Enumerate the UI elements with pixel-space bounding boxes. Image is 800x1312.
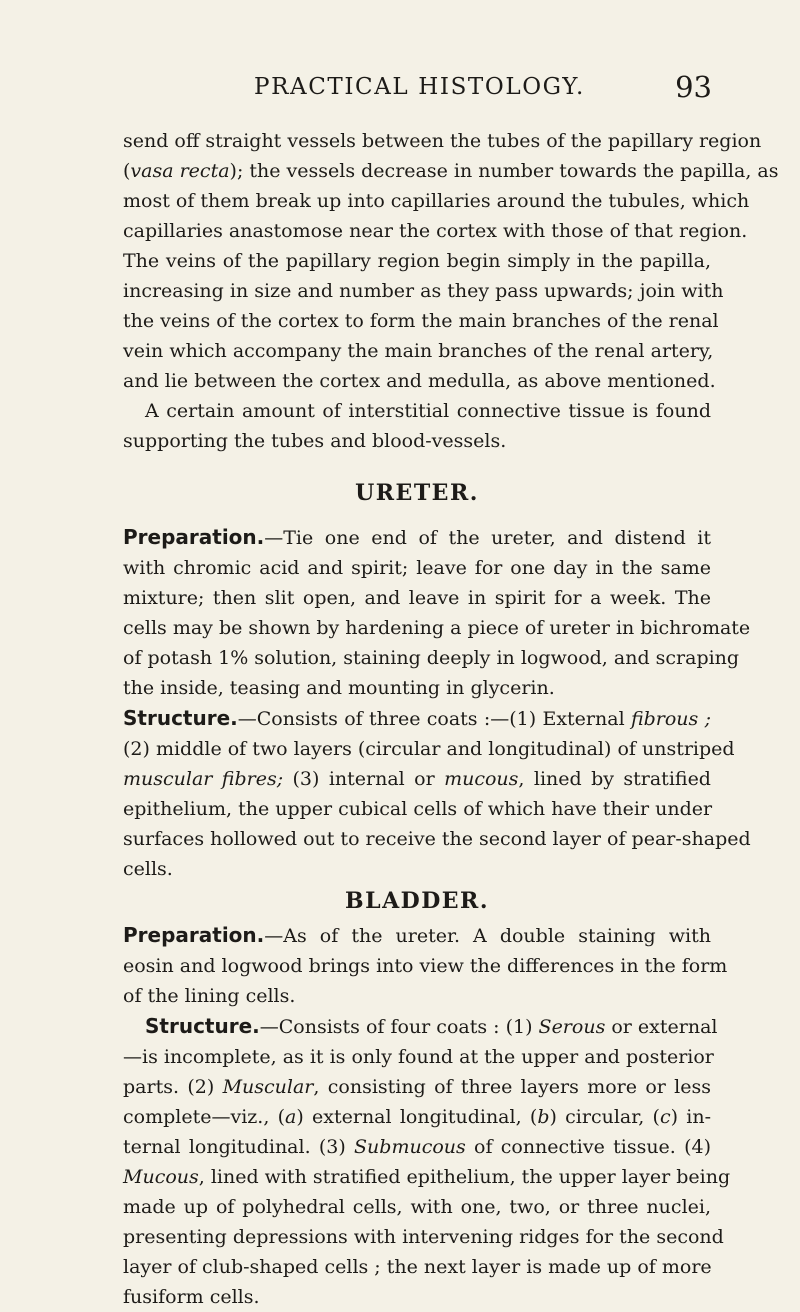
italic-term: Muscular [222,1076,314,1098]
text-run: , lined by stratified [518,768,711,790]
text-line: The veins of the papillary region begin simply in the papilla, [123,250,711,272]
text-line: (2) middle of two layers (circular and longitudinal) of unstriped [123,738,735,760]
text-run: ) external longitudinal, ( [296,1106,538,1128]
text-line: the veins of the cortex to form the main branches of the renal [123,310,719,332]
italic-term: a [285,1106,297,1128]
text-line: increasing in size and number as they pass upwards; join with [123,280,724,302]
text-line: most of them break up into capillaries around the tubules, which [123,190,750,212]
text-run: —Tie one end of the ureter, and distend it [264,527,711,549]
text-run: —Consists of three coats :—(1) External [237,708,631,730]
text-line: eosin and logwood brings into view the differences in the form [123,955,728,977]
paragraph-vessels [123,126,779,396]
text-line [123,1072,711,1102]
text-line [123,156,779,186]
section-heading-bladder: BLADDER. [345,888,489,914]
text-line: capillaries anastomose near the cortex with those of that region. [123,220,748,242]
text-line: and lie between the cortex and medulla, as above mentioned. [123,370,716,392]
text-line: send off straight vessels between the tubes of the papillary region [123,130,762,152]
text-run: (3) internal or [283,768,445,790]
text-run: or external [605,1016,718,1038]
running-title: PRACTICAL HISTOLOGY. [254,74,585,100]
italic-term: Submucous [354,1136,466,1158]
italic-term: muscular fibres; [123,768,284,790]
run-in-heading: Preparation. [123,525,265,549]
text-line: supporting the tubes and blood-vessels. [123,430,507,452]
text-run: ( [123,160,131,182]
text-run: ) circular, ( [549,1106,660,1128]
text-line: mixture; then slit open, and leave in spirit for a week. The [123,587,711,609]
text-line: of potash 1% solution, staining deeply in logwood, and scraping [123,647,740,669]
text-line: with chromic acid and spirit; leave for one day in the same [123,557,711,579]
text-run: parts. (2) [123,1076,223,1098]
text-run: ternal longitudinal. (3) [123,1136,355,1158]
text-line [123,920,711,951]
page-number: 93 [675,70,712,104]
paragraph-bladder-preparation [123,920,728,1011]
text-line: fusiform cells. [123,1286,260,1308]
italic-term: b [537,1106,550,1128]
run-in-heading: Preparation. [123,923,265,947]
text-line: A certain amount of interstitial connective tissue is found [145,400,711,422]
italic-term: vasa recta [130,160,230,182]
italic-term: Serous [538,1016,606,1038]
text-run: complete—viz., ( [123,1106,286,1128]
text-run: ); the vessels decrease in number towards the papilla, as [229,160,779,182]
body-text [123,126,779,1312]
text-run: —As of the ureter. A double staining with [264,925,711,947]
text-line [123,1102,711,1132]
paragraph-ureter-preparation [123,522,751,703]
text-line: presenting depressions with intervening ridges for the second [123,1226,724,1248]
paragraph-connective-tissue [123,396,711,456]
text-line: cells may be shown by hardening a piece of ureter in bichromate [123,617,751,639]
text-line [123,522,711,553]
text-line: epithelium, the upper cubical cells of which have their under [123,798,713,820]
running-header [0,70,800,110]
italic-term: mucous [444,768,519,790]
text-line [123,703,711,734]
text-line [123,1011,718,1042]
text-line [123,1162,731,1192]
text-line: surfaces hollowed out to receive the second layer of pear-shaped [123,828,751,850]
text-line: vein which accompany the main branches of the renal artery, [123,340,714,362]
text-run: —Consists of four coats : (1) [259,1016,539,1038]
run-in-heading: Structure. [123,706,238,730]
text-line [123,764,711,794]
text-run: of connective tissue. (4) [465,1136,711,1158]
italic-term: c [659,1106,671,1128]
text-run: , consisting of three layers more or less [313,1076,711,1098]
text-line: cells. [123,858,173,880]
text-run: ) in- [670,1106,712,1128]
paragraph-bladder-structure [123,1011,731,1312]
italic-term: Mucous [123,1166,199,1188]
text-line: made up of polyhedral cells, with one, two, or three nuclei, [123,1196,711,1218]
section-heading-ureter: URETER. [355,480,479,506]
text-line [123,1132,711,1162]
text-line: of the lining cells. [123,985,296,1007]
paragraph-ureter-structure [123,703,751,884]
text-run: , lined with stratified epithelium, the upper layer being [198,1166,731,1188]
text-line: —is incomplete, as it is only found at the upper and posterior [123,1046,714,1068]
text-line: layer of club-shaped cells ; the next layer is made up of more [123,1256,712,1278]
italic-term: fibrous ; [630,708,711,730]
run-in-heading: Structure. [145,1014,260,1038]
text-line: the inside, teasing and mounting in glycerin. [123,677,555,699]
